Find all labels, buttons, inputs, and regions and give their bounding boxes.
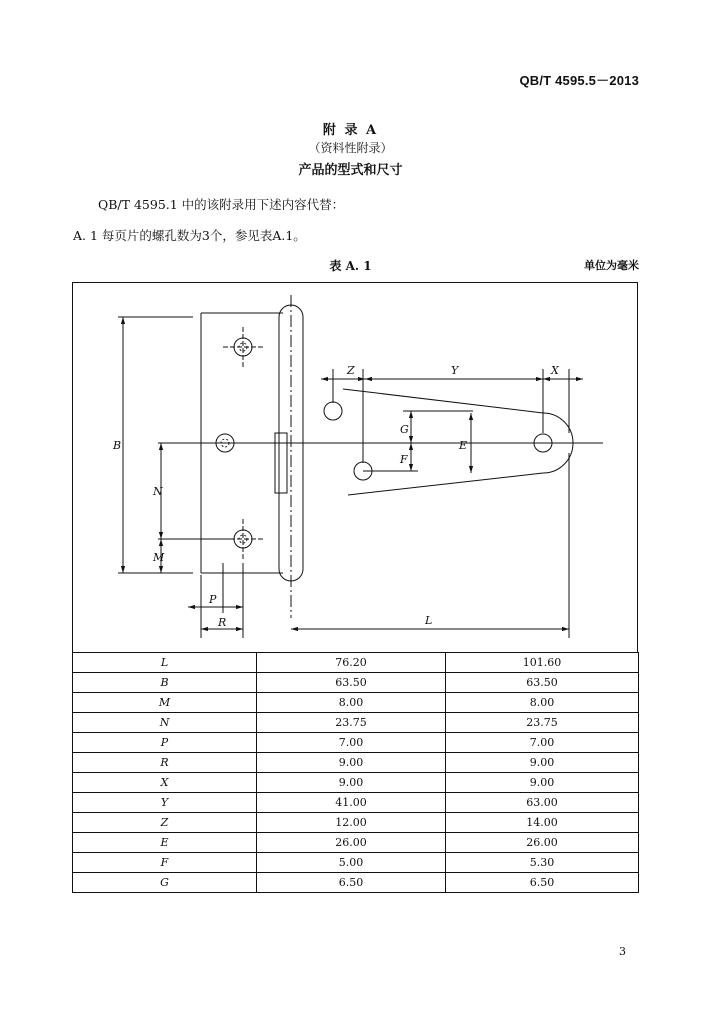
row-value: 12.00 bbox=[257, 813, 446, 833]
table-row bbox=[73, 693, 639, 713]
row-value: 5.00 bbox=[257, 853, 446, 873]
appendix-title: 附 录 A bbox=[322, 123, 379, 138]
table-row bbox=[73, 833, 639, 853]
page-number: 3 bbox=[619, 945, 626, 958]
clause-a1: A. 1 每页片的螺孔数为3个，参见表A.1。 bbox=[73, 228, 306, 243]
knuckle-segment bbox=[275, 433, 287, 493]
dim-label: G bbox=[400, 423, 409, 436]
intro-paragraph: QB/T 4595.1 中的该附录用下述内容代替： bbox=[98, 197, 345, 212]
dim-label: N bbox=[153, 485, 163, 498]
dimension-table bbox=[72, 652, 639, 893]
row-value: 9.00 bbox=[446, 753, 639, 773]
table-row bbox=[73, 873, 639, 893]
row-value: 8.00 bbox=[446, 693, 639, 713]
table-row bbox=[73, 653, 639, 673]
row-value: 9.00 bbox=[257, 773, 446, 793]
screw-hole-bottom bbox=[234, 530, 252, 548]
row-value: 7.00 bbox=[446, 733, 639, 753]
dim-label: L bbox=[425, 614, 433, 627]
table-row bbox=[73, 673, 639, 693]
table-row bbox=[73, 753, 639, 773]
row-value: 23.75 bbox=[446, 713, 639, 733]
table-row bbox=[73, 733, 639, 753]
row-value: 9.00 bbox=[257, 753, 446, 773]
row-value: 101.60 bbox=[446, 653, 639, 673]
table-unit: 单位为毫米 bbox=[584, 259, 639, 272]
appendix-heading: 产品的型式和尺寸 bbox=[298, 163, 403, 178]
row-label: B bbox=[73, 673, 257, 693]
standard-number: QB/T 4595.5－2013 bbox=[519, 73, 639, 88]
row-value: 5.30 bbox=[446, 853, 639, 873]
row-value: 26.00 bbox=[257, 833, 446, 853]
dim-label: X bbox=[551, 364, 559, 377]
row-label: P bbox=[73, 733, 257, 753]
row-value: 7.00 bbox=[257, 733, 446, 753]
row-value: 14.00 bbox=[446, 813, 639, 833]
dim-label: R bbox=[218, 616, 227, 629]
table-row bbox=[73, 813, 639, 833]
hinge-drawing bbox=[72, 282, 638, 652]
table-row bbox=[73, 713, 639, 733]
row-label: M bbox=[73, 693, 257, 713]
strap-hole-1 bbox=[324, 402, 342, 420]
row-label: X bbox=[73, 773, 257, 793]
table-row bbox=[73, 853, 639, 873]
dim-label: Y bbox=[451, 364, 459, 377]
row-label: G bbox=[73, 873, 257, 893]
dim-label: Z bbox=[347, 364, 355, 377]
row-label: L bbox=[73, 653, 257, 673]
row-label: Z bbox=[73, 813, 257, 833]
dim-label: P bbox=[209, 593, 217, 606]
row-value: 76.20 bbox=[257, 653, 446, 673]
row-value: 8.00 bbox=[257, 693, 446, 713]
row-value: 26.00 bbox=[446, 833, 639, 853]
row-label: R bbox=[73, 753, 257, 773]
row-value: 6.50 bbox=[446, 873, 639, 893]
row-label: N bbox=[73, 713, 257, 733]
dim-label: M bbox=[153, 551, 165, 564]
row-value: 63.00 bbox=[446, 793, 639, 813]
row-value: 63.50 bbox=[257, 673, 446, 693]
strap-edge-upper bbox=[343, 389, 543, 413]
screw-hole-top bbox=[234, 338, 252, 356]
row-label: E bbox=[73, 833, 257, 853]
row-value: 6.50 bbox=[257, 873, 446, 893]
table-row bbox=[73, 773, 639, 793]
row-label: Y bbox=[73, 793, 257, 813]
hinge-drawing-svg bbox=[73, 283, 639, 653]
row-value: 41.00 bbox=[257, 793, 446, 813]
row-label: F bbox=[73, 853, 257, 873]
row-value: 23.75 bbox=[257, 713, 446, 733]
table-row bbox=[73, 793, 639, 813]
row-value: 9.00 bbox=[446, 773, 639, 793]
table-caption: 表 A. 1 bbox=[329, 259, 372, 273]
dim-label: F bbox=[400, 453, 408, 466]
row-value: 63.50 bbox=[446, 673, 639, 693]
strap-edge-lower bbox=[348, 473, 543, 495]
appendix-nature: （资料性附录） bbox=[308, 141, 393, 155]
dim-label: B bbox=[113, 439, 122, 452]
dim-label: E bbox=[459, 439, 468, 452]
